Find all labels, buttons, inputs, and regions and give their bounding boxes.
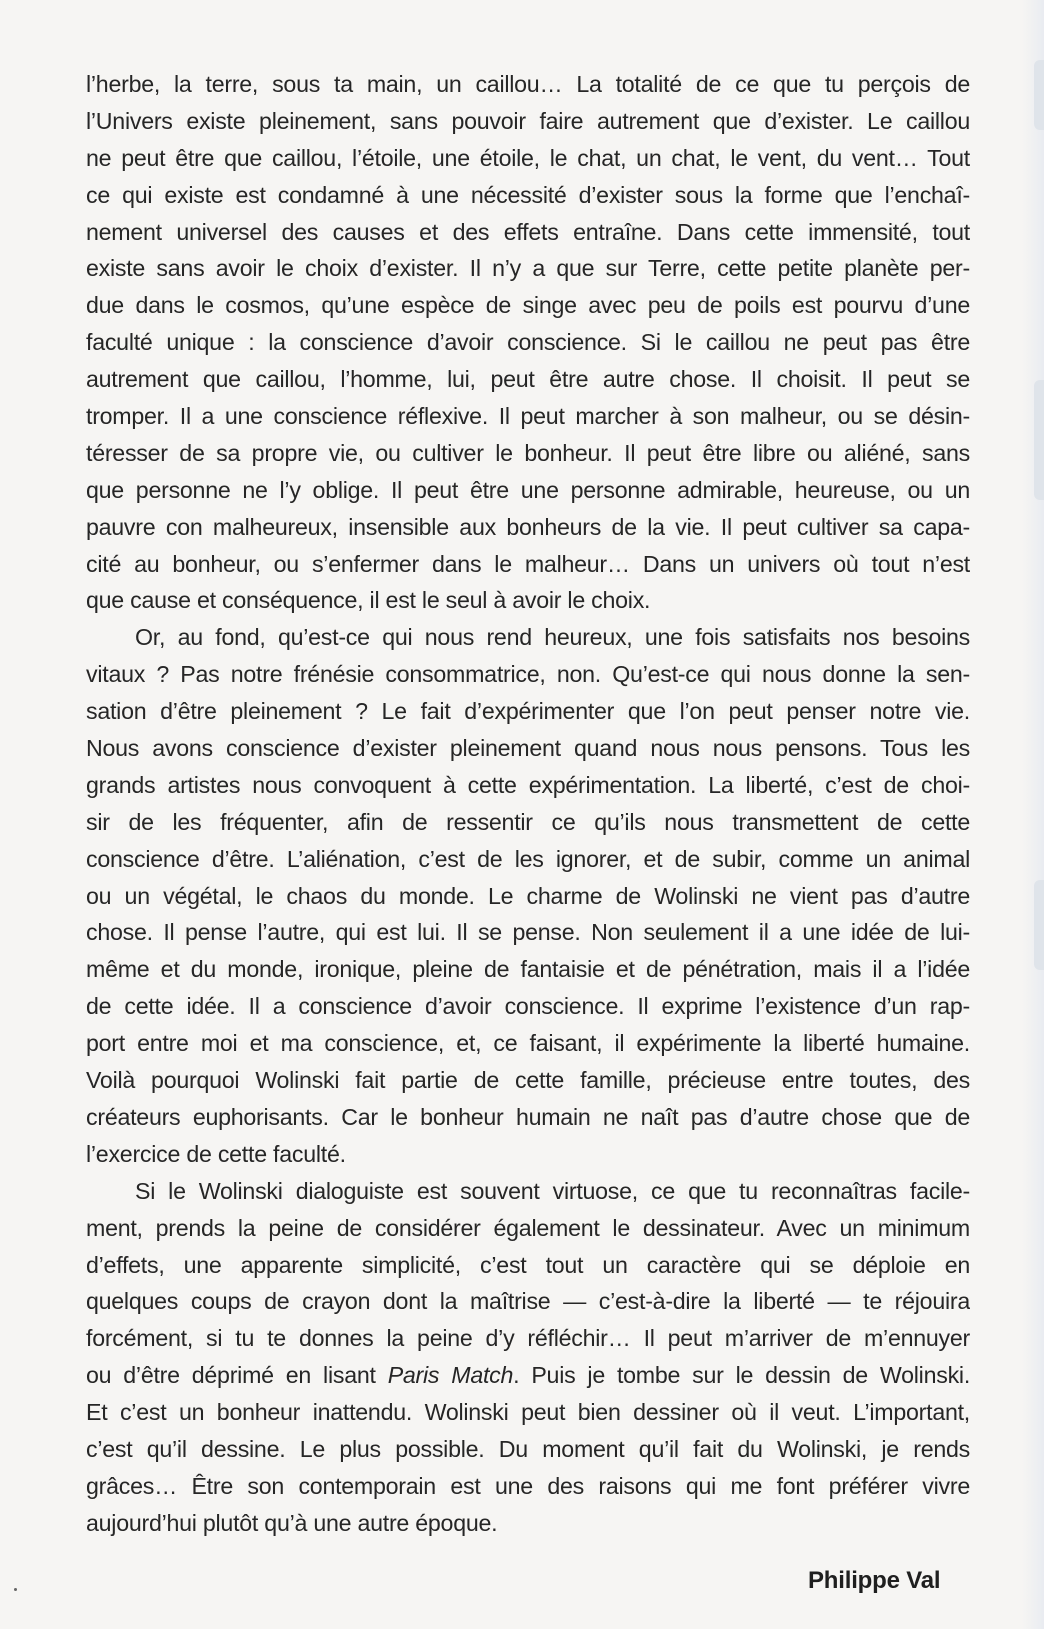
text-line: Et c’est un bonheur inattendu. Wolinski peut bien dessiner où il veut. L’important, bbox=[86, 1399, 970, 1426]
text-line: cité au bonheur, ou s’enfermer dans le malheur… Dans un univers où tout n’est bbox=[86, 550, 970, 577]
text-line: que cause et conséquence, il est le seul à avoir le choix. bbox=[86, 587, 651, 614]
text-line: grands artistes nous convoquent à cette expérimentation. La liberté, c’est de choi- bbox=[86, 771, 970, 798]
text-line: que personne ne l’y oblige. Il peut être une personne admirable, heureuse, ou un bbox=[86, 476, 970, 503]
text-line: d’effets, une apparente simplicité, c’est tout un caractère qui se déploie en bbox=[86, 1251, 970, 1278]
text-line: nement universel des causes et des effets entraîne. Dans cette immensité, tout bbox=[86, 218, 970, 245]
text-fragment: ou d’être déprimé en lisant bbox=[86, 1362, 388, 1389]
body-text bbox=[86, 66, 970, 1542]
text-line: grâces… Être son contemporain est une des raisons qui me font préférer vivre bbox=[86, 1472, 970, 1499]
paragraph-1 bbox=[86, 66, 970, 619]
text-line: Voilà pourquoi Wolinski fait partie de cette famille, précieuse entre toutes, des bbox=[86, 1067, 970, 1094]
text-line: existe sans avoir le choix d’exister. Il n’y a que sur Terre, cette petite planète per- bbox=[86, 255, 970, 282]
text-line: autrement que caillou, l’homme, lui, peut être autre chose. Il choisit. Il peut se bbox=[86, 366, 970, 393]
text-line: de cette idée. Il a conscience d’avoir conscience. Il exprime l’existence d’un rap- bbox=[86, 993, 970, 1020]
text-line: l’exercice de cette faculté. bbox=[86, 1140, 346, 1167]
text-line: forcément, si tu te donnes la peine d’y réfléchir… Il peut m’arriver de m’ennuyer bbox=[86, 1325, 970, 1352]
text-line: ou un végétal, le chaos du monde. Le charme de Wolinski ne vient pas d’autre bbox=[86, 882, 970, 909]
paragraph-2 bbox=[86, 619, 970, 1172]
text-line: c’est qu’il dessine. Le plus possible. Du moment qu’il fait du Wolinski, je rends bbox=[86, 1435, 970, 1462]
text-line: ce qui existe est condamné à une nécessité d’exister sous la forme que l’enchaî- bbox=[86, 181, 970, 208]
text-line: ne peut être que caillou, l’étoile, une étoile, le chat, un chat, le vent, du vent… Tout bbox=[86, 144, 970, 171]
text-line: sation d’être pleinement ? Le fait d’expérimenter que l’on peut penser notre vie. bbox=[86, 698, 970, 725]
text-line: faculté unique : la conscience d’avoir conscience. Si le caillou ne peut pas être bbox=[86, 329, 970, 356]
magazine-title: Paris Match bbox=[387, 1362, 514, 1389]
text-line: quelques coups de crayon dont la maîtrise — c’est-à-dire la liberté — te réjouira bbox=[86, 1288, 970, 1315]
text-line: ment, prends la peine de considérer également le dessinateur. Avec un minimum bbox=[86, 1214, 970, 1241]
text-line: créateurs euphorisants. Car le bonheur humain ne naît pas d’autre chose que de bbox=[86, 1103, 970, 1130]
text-line: Si le Wolinski dialoguiste est souvent virtuose, ce que tu reconnaîtras facile- bbox=[135, 1177, 970, 1204]
text-line: conscience d’être. L’aliénation, c’est de les ignorer, et de subir, comme un animal bbox=[86, 845, 970, 872]
page-edge-mark bbox=[1034, 60, 1044, 130]
text-line: due dans le cosmos, qu’une espèce de singe avec peu de poils est pourvu d’une bbox=[86, 292, 970, 319]
text-line: l’herbe, la terre, sous ta main, un caillou… La totalité de ce que tu perçois de bbox=[86, 71, 970, 97]
text-line: téresser de sa propre vie, ou cultiver le bonheur. Il peut être libre ou aliéné, sans bbox=[86, 439, 970, 466]
text-fragment: . Puis je tombe sur le dessin de Wolinski. bbox=[513, 1362, 970, 1389]
page-edge bbox=[1022, 0, 1044, 1629]
text-line-with-title bbox=[86, 1357, 970, 1394]
text-line: vitaux ? Pas notre frénésie consommatrice, non. Qu’est-ce qui nous donne la sen- bbox=[86, 661, 970, 688]
text-line: aujourd’hui plutôt qu’à une autre époque. bbox=[86, 1509, 498, 1536]
page-edge-mark bbox=[1034, 380, 1044, 500]
text-line: même et du monde, ironique, pleine de fantaisie et de pénétration, mais il a l’idée bbox=[86, 956, 970, 983]
author-signature: Philippe Val bbox=[808, 1567, 941, 1594]
page-edge-mark bbox=[1034, 880, 1044, 970]
text-line: l’Univers existe pleinement, sans pouvoir faire autrement que d’exister. Le caillou bbox=[86, 107, 970, 134]
text-line: chose. Il pense l’autre, qui est lui. Il se pense. Non seulement il a une idée de lui- bbox=[86, 919, 970, 946]
text-line: pauvre con malheureux, insensible aux bonheurs de la vie. Il peut cultiver sa capa- bbox=[86, 513, 970, 540]
text-line: tromper. Il a une conscience réflexive. Il peut marcher à son malheur, ou se désin- bbox=[86, 403, 970, 430]
text-line: Nous avons conscience d’exister pleinement quand nous nous pensons. Tous les bbox=[86, 735, 970, 762]
stray-mark bbox=[14, 1588, 17, 1591]
text-line: sir de les fréquenter, afin de ressentir ce qu’ils nous transmettent de cette bbox=[86, 808, 970, 835]
text-line: Or, au fond, qu’est-ce qui nous rend heureux, une fois satisfaits nos besoins bbox=[135, 624, 970, 651]
text-line: port entre moi et ma conscience, et, ce faisant, il expérimente la liberté humaine. bbox=[86, 1030, 970, 1057]
paragraph-3 bbox=[86, 1173, 970, 1542]
